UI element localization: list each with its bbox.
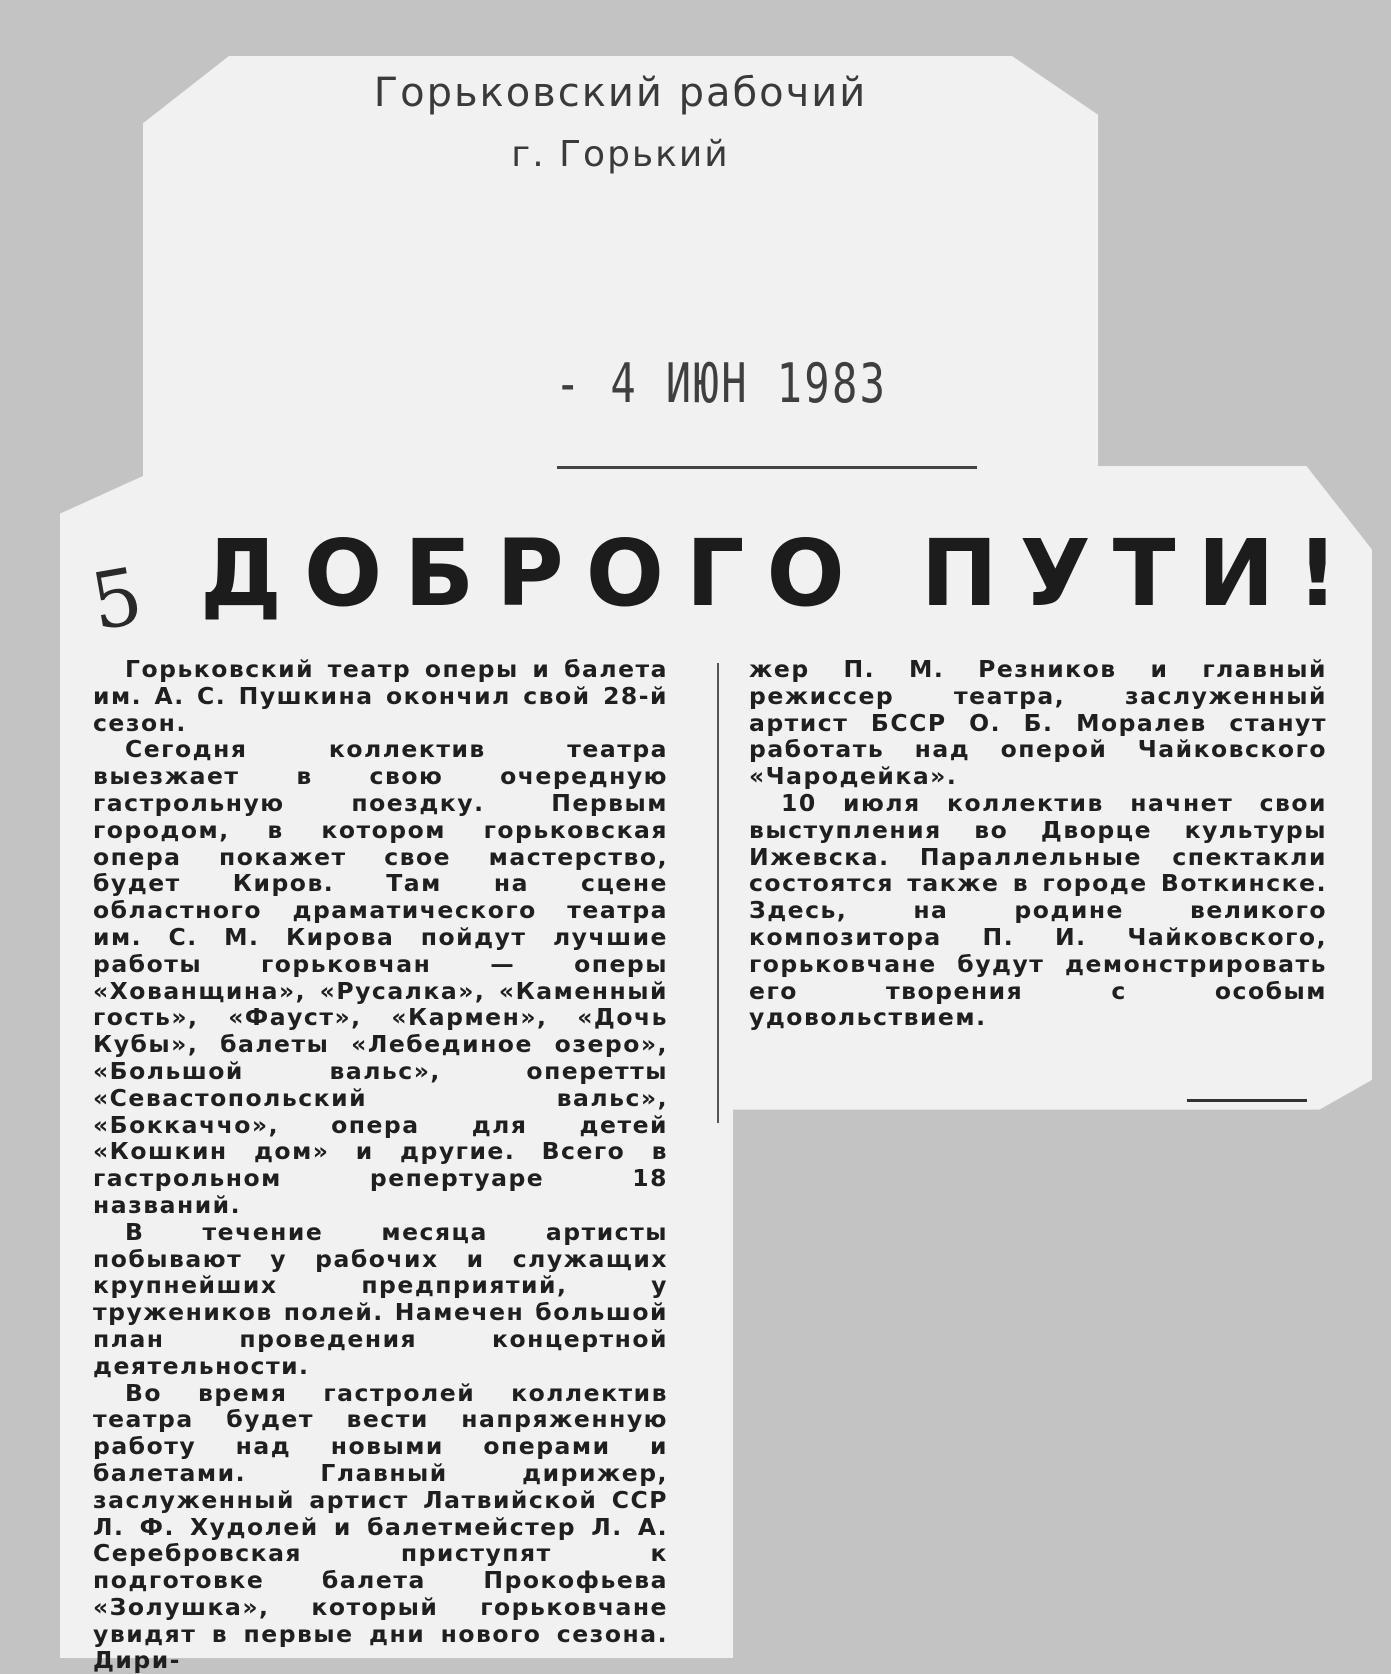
article-column-right	[749, 656, 1327, 1031]
date-stamp: - 4 ИЮН 1983	[555, 352, 888, 415]
article-column-left	[93, 656, 668, 1674]
newspaper-name: Горьковский рабочий	[373, 70, 868, 116]
newspaper-city: г. Горький	[511, 134, 730, 175]
paragraph: Сегодня коллектив театра выезжает в свою очередную гастрольную поездку. Первым городом, в котором горьковская опера покажет свое мастерство, будет Киров. Там на сцене областного драматического театра им. С. М. Кирова пойдут лучшие работы горьковчан — оперы «Хованщина», «Русалка», «Каменный гость», «Фауст», «Кармен», «Дочь Кубы», балеты «Лебединое озеро», «Большой вальс», оперетты «Севастопольский вальс», «Боккаччо», опера для детей «Кошкин дом» и другие. Всего в гастрольном репертуаре 18 названий.	[93, 735, 668, 1219]
article-end-rule	[1187, 1099, 1307, 1102]
stamp-underline	[557, 466, 977, 469]
paragraph: В течение месяца артисты побывают у рабочих и служащих крупнейших предприятий, у тружеников полей. Намечен большой план проведения концертной деятельности.	[93, 1217, 668, 1380]
column-divider	[717, 663, 719, 1123]
paragraph: 10 июля коллектив начнет свои выступления во Дворце культуры Ижевска. Параллельные спектакли состоятся также в городе Воткинске. Здесь, на родине великого композитора П. И. Чайковского, горьковчане будут демонстрировать его творения с особым удовольствием.	[749, 788, 1327, 1032]
article-title: ДОБРОГО ПУТИ!	[200, 520, 1361, 627]
paragraph: Горьковский театр оперы и балета им. А. С. Пушкина окончил свой 28-й сезон.	[93, 655, 668, 737]
paragraph: жер П. М. Резников и главный режиссер театра, заслуженный артист БССР О. Б. Моралев станут работать над оперой Чайковского «Чародейка».	[749, 655, 1327, 791]
paragraph: Во время гастролей коллектив театра будет вести напряженную работу над новыми операми и балетами. Главный дирижер, заслуженный артист Латвийской ССР Л. Ф. Худолей и балетмейстер Л. А. Серебровская приступят к подготовке балета Прокофьева «Золушка», который горьковчане увидят в первые дни нового сезона. Дири-	[93, 1378, 668, 1674]
pencil-annotation: 5	[84, 551, 150, 649]
